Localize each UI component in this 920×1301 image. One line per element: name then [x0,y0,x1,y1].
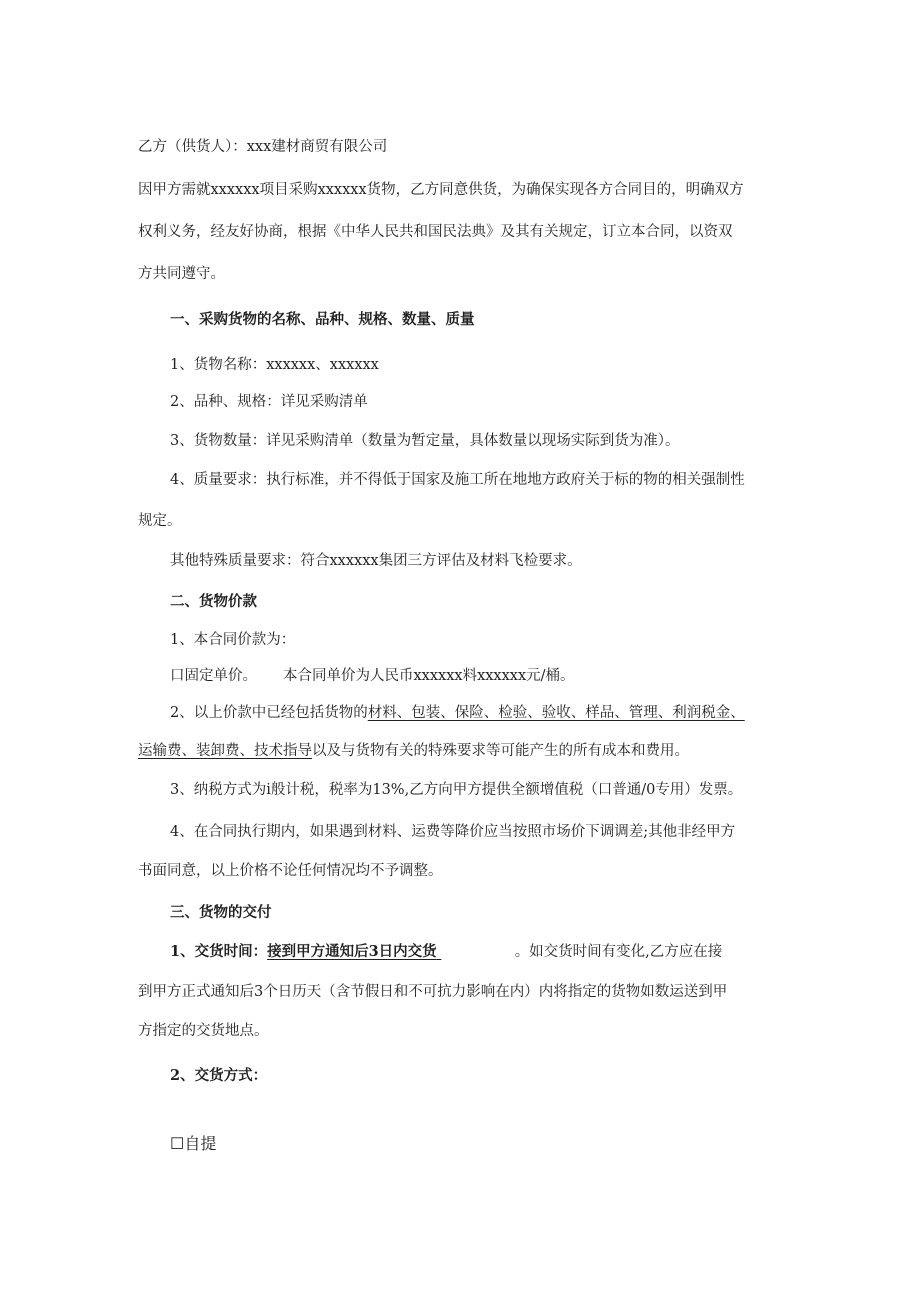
section-3-item-1-line-2: 到甲方正式通知后3个日历天（含节假日和不可抗力影响在内）内将指定的货物如数运送到甲 [138,984,728,1000]
item-2-prefix: 2、以上价款中已经包括货物的 [170,705,368,721]
section-2-item-1: 1、本合同价款为： [170,632,296,648]
section-1-item-4-line-1: 4、质量要求：执行标准，并不得低于国家及施工所在地地方政府关于标的物的相关强制性 [170,472,745,488]
delivery-time-value: 接到甲方通知后3日内交货 [267,943,437,960]
self-pickup-option: ☐自提 [170,1134,217,1153]
item-2-more-costs: 运输费、装卸费、技术指导 [138,743,312,759]
section-1-heading: 一、采购货物的名称、品种、规格、数量、质量 [170,311,475,328]
section-1-item-1: 1、货物名称：xxxxxx、xxxxxx [170,357,379,373]
section-3-item-2: 2、交货方式： [170,1067,268,1084]
fixed-price-option: 口固定单价。 [170,668,257,684]
section-2-item-4-line-2: 书面同意，以上价格不论任何情况均不予调整。 [138,863,443,879]
section-1-item-3: 3、货物数量：详见采购清单（数量为暂定量，具体数量以现场实际到货为准）。 [170,433,680,449]
section-2-item-4-line-1: 4、在合同执行期内，如果遇到材料、运费等降价应当按照市场价下调调差;其他非经甲方 [170,824,736,840]
supplier-line: 乙方（供货人）：xxx建材商贸有限公司 [138,139,388,155]
section-2-item-2-line-2 [138,741,689,761]
delivery-time-tail: 。如交货时间有变化,乙方应在接 [514,944,723,960]
preamble-line-2: 权利义务，经友好协商，根据《中华人民共和国民法典》及其有关规定，订立本合同，以资双 [138,224,733,240]
section-1-item-4-line-2: 规定。 [138,513,182,529]
section-2-heading: 二、货物价款 [170,593,257,610]
preamble-line-3: 方共同遵守。 [138,266,225,282]
section-3-heading: 三、货物的交付 [170,904,272,921]
section-2-fixed-price-line [170,666,575,686]
item-2-tail: 以及与货物有关的特殊要求等可能产生的所有成本和费用。 [312,743,689,759]
section-3-item-1-line-3: 方指定的交货地点。 [138,1023,269,1039]
section-2-item-2-line-1 [170,703,745,723]
section-3-item-1-line-1 [170,942,722,962]
unit-price-text: 本合同单价为人民币xxxxxx料xxxxxx元/桶。 [283,668,575,684]
delivery-time-blank [437,942,515,962]
section-1-other-requirements: 其他特殊质量要求：符合xxxxxx集团三方评估及材料飞检要求。 [170,553,582,569]
section-1-item-2: 2、品种、规格：详见采购清单 [170,394,368,410]
section-2-item-3: 3、纳税方式为i般计税，税率为13%,乙方向甲方提供全额增值税（口普通/0专用）发票。 [170,782,743,798]
item-2-included-costs: 材料、包装、保险、检验、验收、样品、管理、利润税金、 [367,705,745,721]
preamble-line-1: 因甲方需就xxxxxx项目采购xxxxxx货物，乙方同意供货，为确保实现各方合同目的，明确双方 [138,182,744,198]
delivery-time-label: 1、交货时间： [170,943,268,960]
